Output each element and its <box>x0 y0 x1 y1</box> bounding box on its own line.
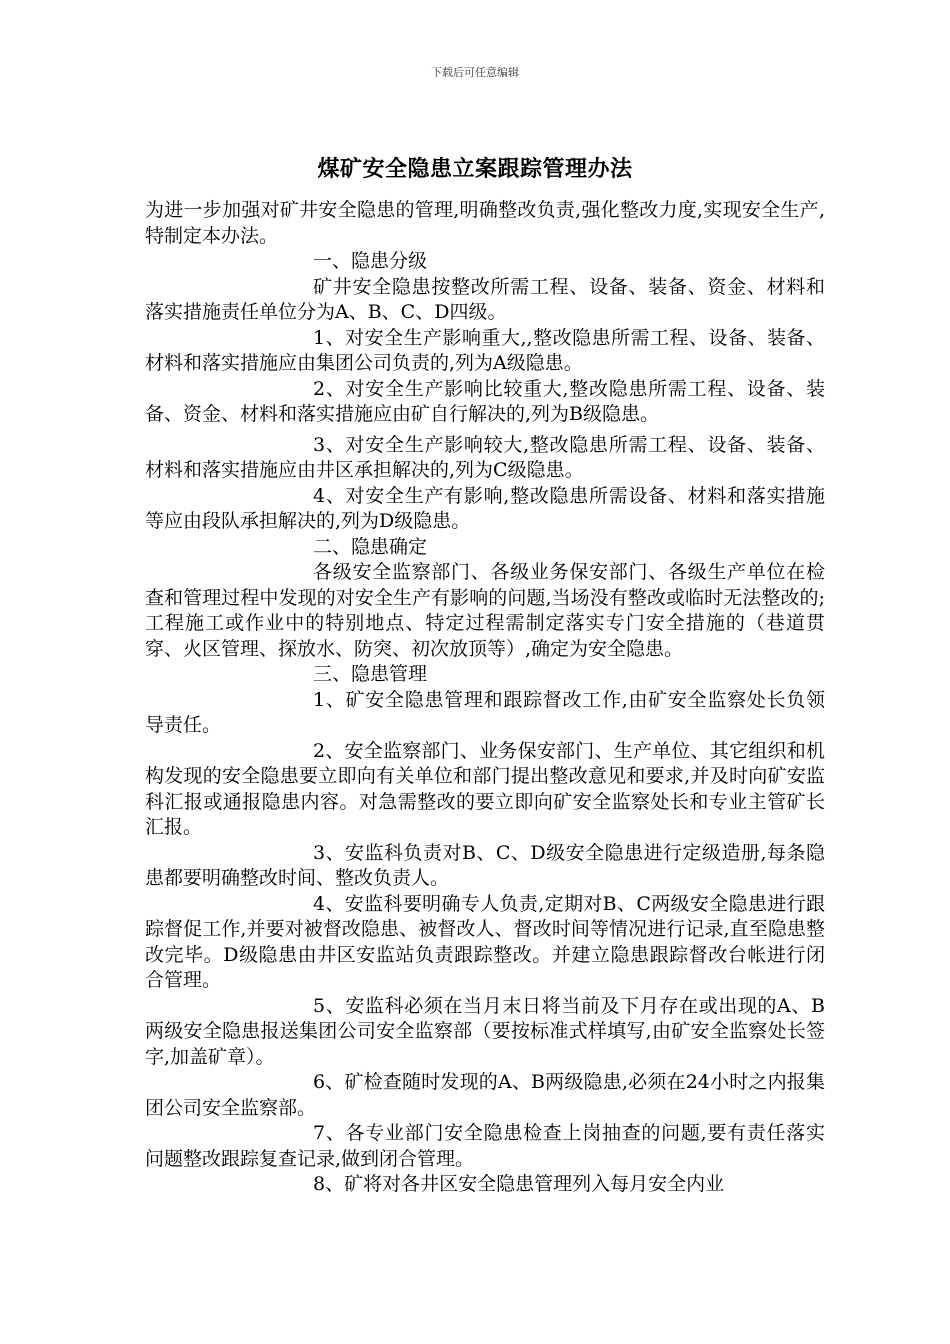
section-heading-1: 一、隐患分级 <box>313 250 428 272</box>
paragraph: 4、对安全生产有影响,整改隐患所需设备、材料和落实措施等应由段队承担解决的,列为D级隐患。 <box>145 484 825 532</box>
paragraph: 2、安全监察部门、业务保安部门、生产单位、其它组织和机构发现的安全隐患要立即向有关单位和部门提出整改意见和要求,并及时向矿安监科汇报或通报隐患内容。对急需整改的要立即向矿安全监察处长和专业主管矿长汇报。 <box>145 739 825 838</box>
document-title: 煤矿安全隐患立案跟踪管理办法 <box>317 156 633 182</box>
section-heading-3: 三、隐患管理 <box>313 663 428 685</box>
paragraph: 3、安监科负责对B、C、D级安全隐患进行定级造册,每条隐患都要明确整改时间、整改负责人。 <box>145 841 825 889</box>
paragraph: 4、安监科要明确专人负责,定期对B、C两级安全隐患进行跟踪督促工作,并要对被督改隐患、被督改人、督改时间等情况进行记录,直至隐患整改完毕。D级隐患由井区安监站负责跟踪整改。并建立隐患跟踪督改台帐进行闭合管理。 <box>145 892 825 991</box>
paragraph: 1、矿安全隐患管理和跟踪督改工作,由矿安全监察处长负领导责任。 <box>145 688 825 736</box>
page-header-note: 下载后可任意编辑 <box>431 66 519 79</box>
paragraph-intro: 为进一步加强对矿井安全隐患的管理,明确整改负责,强化整改力度,实现安全生产,特制定本办法。 <box>145 199 825 247</box>
paragraph: 3、对安全生产影响较大,整改隐患所需工程、设备、装备、材料和落实措施应由井区承担解决的,列为C级隐患。 <box>145 433 825 481</box>
paragraph: 7、各专业部门安全隐患检查上岗抽查的问题,要有责任落实问题整改跟踪复查记录,做到闭合管理。 <box>145 1122 825 1170</box>
paragraph: 6、矿检查随时发现的A、B两级隐患,必须在24小时之内报集团公司安全监察部。 <box>145 1071 825 1119</box>
paragraph: 2、对安全生产影响比较重大,整改隐患所需工程、设备、装备、资金、材料和落实措施应由矿自行解决的,列为B级隐患。 <box>145 377 825 425</box>
paragraph: 1、对安全生产影响重大,,整改隐患所需工程、设备、装备、材料和落实措施应由集团公司负责的,列为A级隐患。 <box>145 326 825 374</box>
paragraph: 各级安全监察部门、各级业务保安部门、各级生产单位在检查和管理过程中发现的对安全生产有影响的问题,当场没有整改或临时无法整改的;工程施工或作业中的特别地点、特定过程需制定落实专门安全措施的（巷道贯穿、火区管理、探放水、防突、初次放顶等）,确定为安全隐患。 <box>145 561 825 660</box>
section-heading-2: 二、隐患确定 <box>313 535 428 558</box>
paragraph: 5、安监科必须在当月末日将当前及下月存在或出现的A、B两级安全隐患报送集团公司安全监察部（要按标准式样填写,由矿安全监察处长签字,加盖矿章）。 <box>145 994 825 1068</box>
paragraph: 8、矿将对各井区安全隐患管理列入每月安全内业 <box>313 1173 725 1195</box>
paragraph: 矿井安全隐患按整改所需工程、设备、装备、资金、材料和落实措施责任单位分为A、B、C、D四级。 <box>145 275 825 323</box>
document-body <box>145 198 825 1198</box>
